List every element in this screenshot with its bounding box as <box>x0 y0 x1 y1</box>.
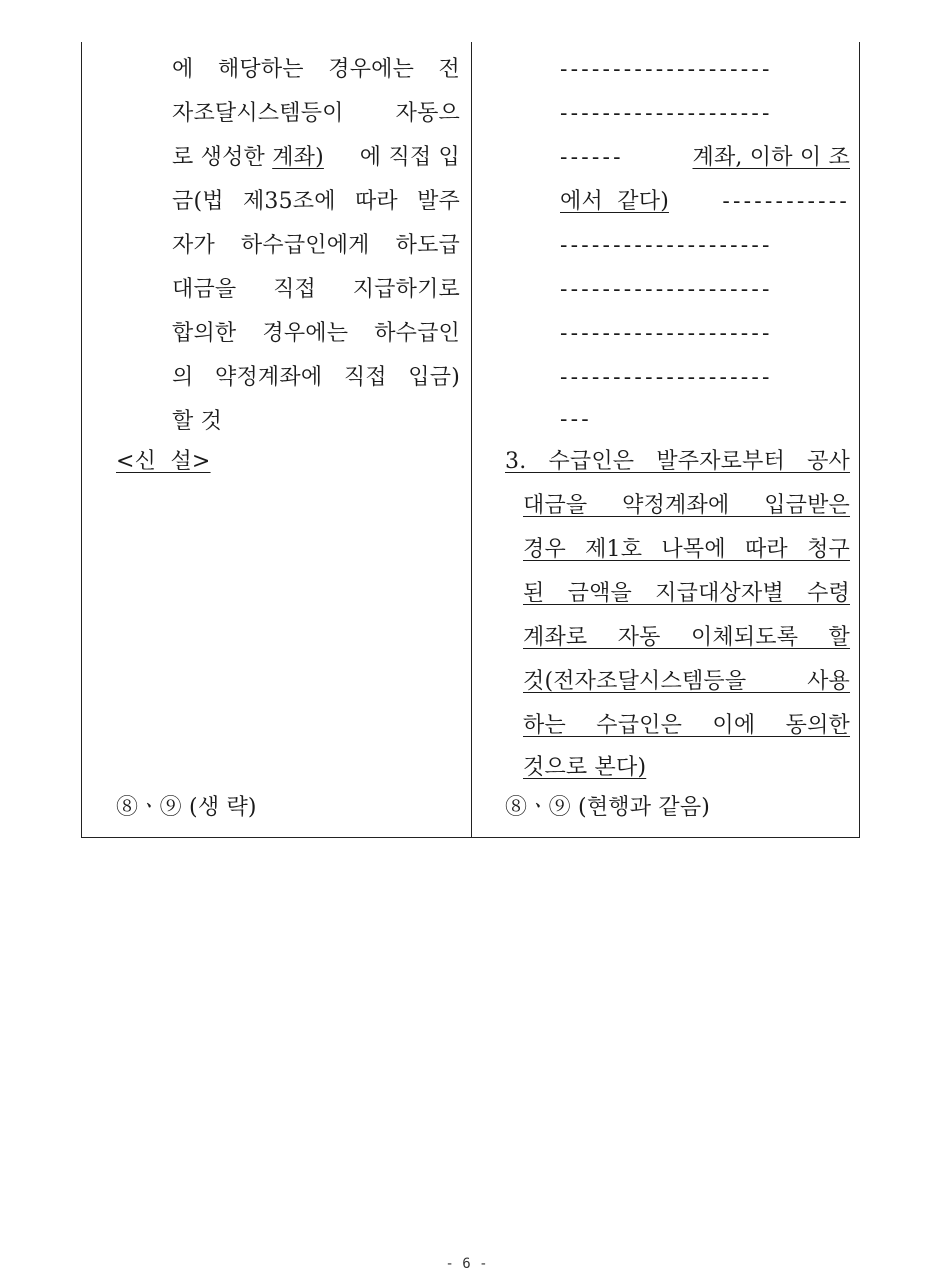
omission-dashes: --- <box>560 407 592 432</box>
omission-dashes: ------ <box>560 145 624 170</box>
omission-dashes: -------------------- <box>560 321 773 346</box>
left-text-line: 자조달시스템등이 자동으 <box>172 101 460 126</box>
right-underlined-fragment: 에서 같다) <box>560 189 669 214</box>
left-underlined-fragment: 계좌) <box>272 145 324 170</box>
comparison-table <box>81 42 860 838</box>
left-text-fragment: 에 직접 입 <box>359 145 460 170</box>
left-text-line <box>172 136 460 180</box>
right-text-line <box>560 180 850 224</box>
omission-dashes: -------------------- <box>560 57 773 82</box>
left-text-line: 자가 하수급인에게 하도급 <box>172 233 460 258</box>
new-item-3-line: 것으로 본다) <box>523 755 647 780</box>
left-text-line: 할 것 <box>172 409 223 434</box>
left-text-line: 에 해당하는 경우에는 전 <box>172 57 460 82</box>
omission-dashes: -------------------- <box>560 365 773 390</box>
omission-dashes: -------------------- <box>560 101 773 126</box>
new-item-3-line: 대금을 약정계좌에 입금받은 <box>523 493 850 518</box>
new-provision-marker: <신 설> <box>116 449 211 474</box>
column-divider <box>471 42 472 837</box>
new-item-3-line: 된 금액을 지급대상자별 수령 <box>523 581 850 606</box>
omission-dashes: -------------------- <box>560 277 773 302</box>
left-text-line: 대금을 직접 지급하기로 <box>172 277 460 302</box>
right-footer-clause: ⑧ㆍ⑨ (현행과 같음) <box>505 795 711 820</box>
right-underlined-fragment: 계좌, 이하 이 조 <box>692 145 850 170</box>
new-item-3-line: 하는 수급인은 이에 동의한 <box>523 713 850 738</box>
left-footer-clause: ⑧ㆍ⑨ (생 략) <box>116 795 257 820</box>
right-text-line <box>560 136 850 180</box>
left-text-line: 금(법 제35조에 따라 발주 <box>172 189 460 214</box>
new-item-3-line: 것(전자조달시스템등을 사용 <box>523 669 850 694</box>
omission-dashes: -------------------- <box>560 233 773 258</box>
new-item-3-line: 3. 수급인은 발주자로부터 공사 <box>505 449 850 474</box>
left-text-line: 의 약정계좌에 직접 입금) <box>172 365 460 390</box>
omission-dashes: ------------ <box>722 189 850 214</box>
page-number: - 6 - <box>445 1256 488 1272</box>
left-text-line: 합의한 경우에는 하수급인 <box>172 321 460 346</box>
new-item-3-line: 계좌로 자동 이체되도록 할 <box>523 625 850 650</box>
new-item-3-line: 경우 제1호 나목에 따라 청구 <box>523 537 850 562</box>
left-text-fragment: 로 생성한 <box>172 145 273 170</box>
